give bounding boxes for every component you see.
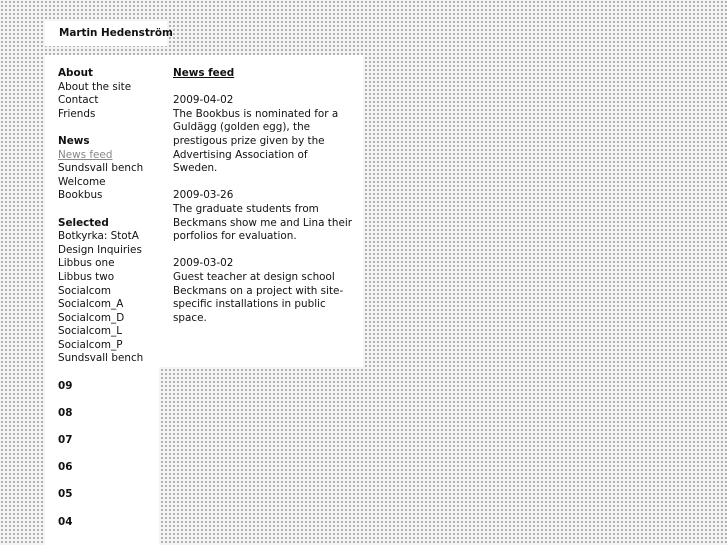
site-title-box	[45, 21, 173, 46]
news-item	[173, 257, 353, 325]
nav-year-06[interactable]: 06	[58, 461, 73, 474]
nav-spacer	[58, 366, 158, 380]
nav-year-09[interactable]: 09	[58, 379, 73, 392]
site-title[interactable]: Martin Hedenström	[59, 27, 173, 39]
news-date: 2009-03-26	[173, 189, 234, 202]
nav-spacer	[58, 502, 158, 516]
nav-spacer	[58, 448, 158, 462]
news-text: The Bookbus is nominated for a Guldägg (golden egg), the prestigous prize given by the Advertising Association of Sweden.	[173, 107, 339, 175]
news-date: 2009-04-02	[173, 94, 234, 107]
nav-link-design-inquiries[interactable]: Design Inquiries	[58, 243, 142, 256]
nav-heading-about[interactable]: About	[58, 67, 93, 79]
news-text: Guest teacher at design school Beckmans on a project with site-specific installations in public space.	[173, 270, 344, 324]
nav-spacer	[58, 420, 158, 434]
nav-link-friends[interactable]: Friends	[58, 107, 96, 120]
nav-spacer	[58, 121, 158, 135]
nav-link-about-the-site[interactable]: About the site	[58, 80, 132, 93]
nav-heading-selected[interactable]: Selected	[58, 216, 109, 229]
nav-link-bookbus[interactable]: Bookbus	[58, 189, 103, 202]
nav-heading-news[interactable]: News	[58, 134, 90, 147]
nav-year-08[interactable]: 08	[58, 406, 73, 419]
news-text: The graduate students from Beckmans show me and Lina their porfolios for evaluation.	[173, 202, 353, 243]
nav-link-sundsvall-bench-selected[interactable]: Sundsvall bench	[58, 352, 144, 365]
main-content	[173, 67, 353, 325]
nav-year-05[interactable]: 05	[58, 488, 73, 501]
nav-link-socialcom-a[interactable]: Socialcom_A	[58, 298, 124, 311]
nav-link-libbus-two[interactable]: Libbus two	[58, 270, 115, 283]
sidebar-nav	[58, 67, 158, 529]
nav-link-socialcom-l[interactable]: Socialcom_L	[58, 325, 122, 338]
nav-link-socialcom[interactable]: Socialcom	[58, 284, 111, 297]
news-item	[173, 94, 353, 176]
nav-link-socialcom-p[interactable]: Socialcom_P	[58, 338, 123, 351]
nav-year-04[interactable]: 04	[58, 515, 73, 528]
nav-spacer	[58, 475, 158, 489]
news-date: 2009-03-02	[173, 257, 234, 270]
nav-link-news-feed[interactable]: News feed	[58, 148, 113, 161]
nav-link-contact[interactable]: Contact	[58, 94, 99, 107]
page-title: News feed	[173, 67, 235, 79]
news-item	[173, 189, 353, 243]
nav-link-libbus-one[interactable]: Libbus one	[58, 257, 115, 270]
nav-link-welcome[interactable]: Welcome	[58, 175, 106, 188]
nav-link-socialcom-d[interactable]: Socialcom_D	[58, 311, 125, 324]
nav-spacer	[58, 393, 158, 407]
nav-year-07[interactable]: 07	[58, 434, 73, 447]
nav-spacer	[58, 203, 158, 217]
nav-link-botkyrka[interactable]: Botkyrka: StotA	[58, 230, 139, 243]
nav-link-sundsvall-bench-news[interactable]: Sundsvall bench	[58, 162, 144, 175]
